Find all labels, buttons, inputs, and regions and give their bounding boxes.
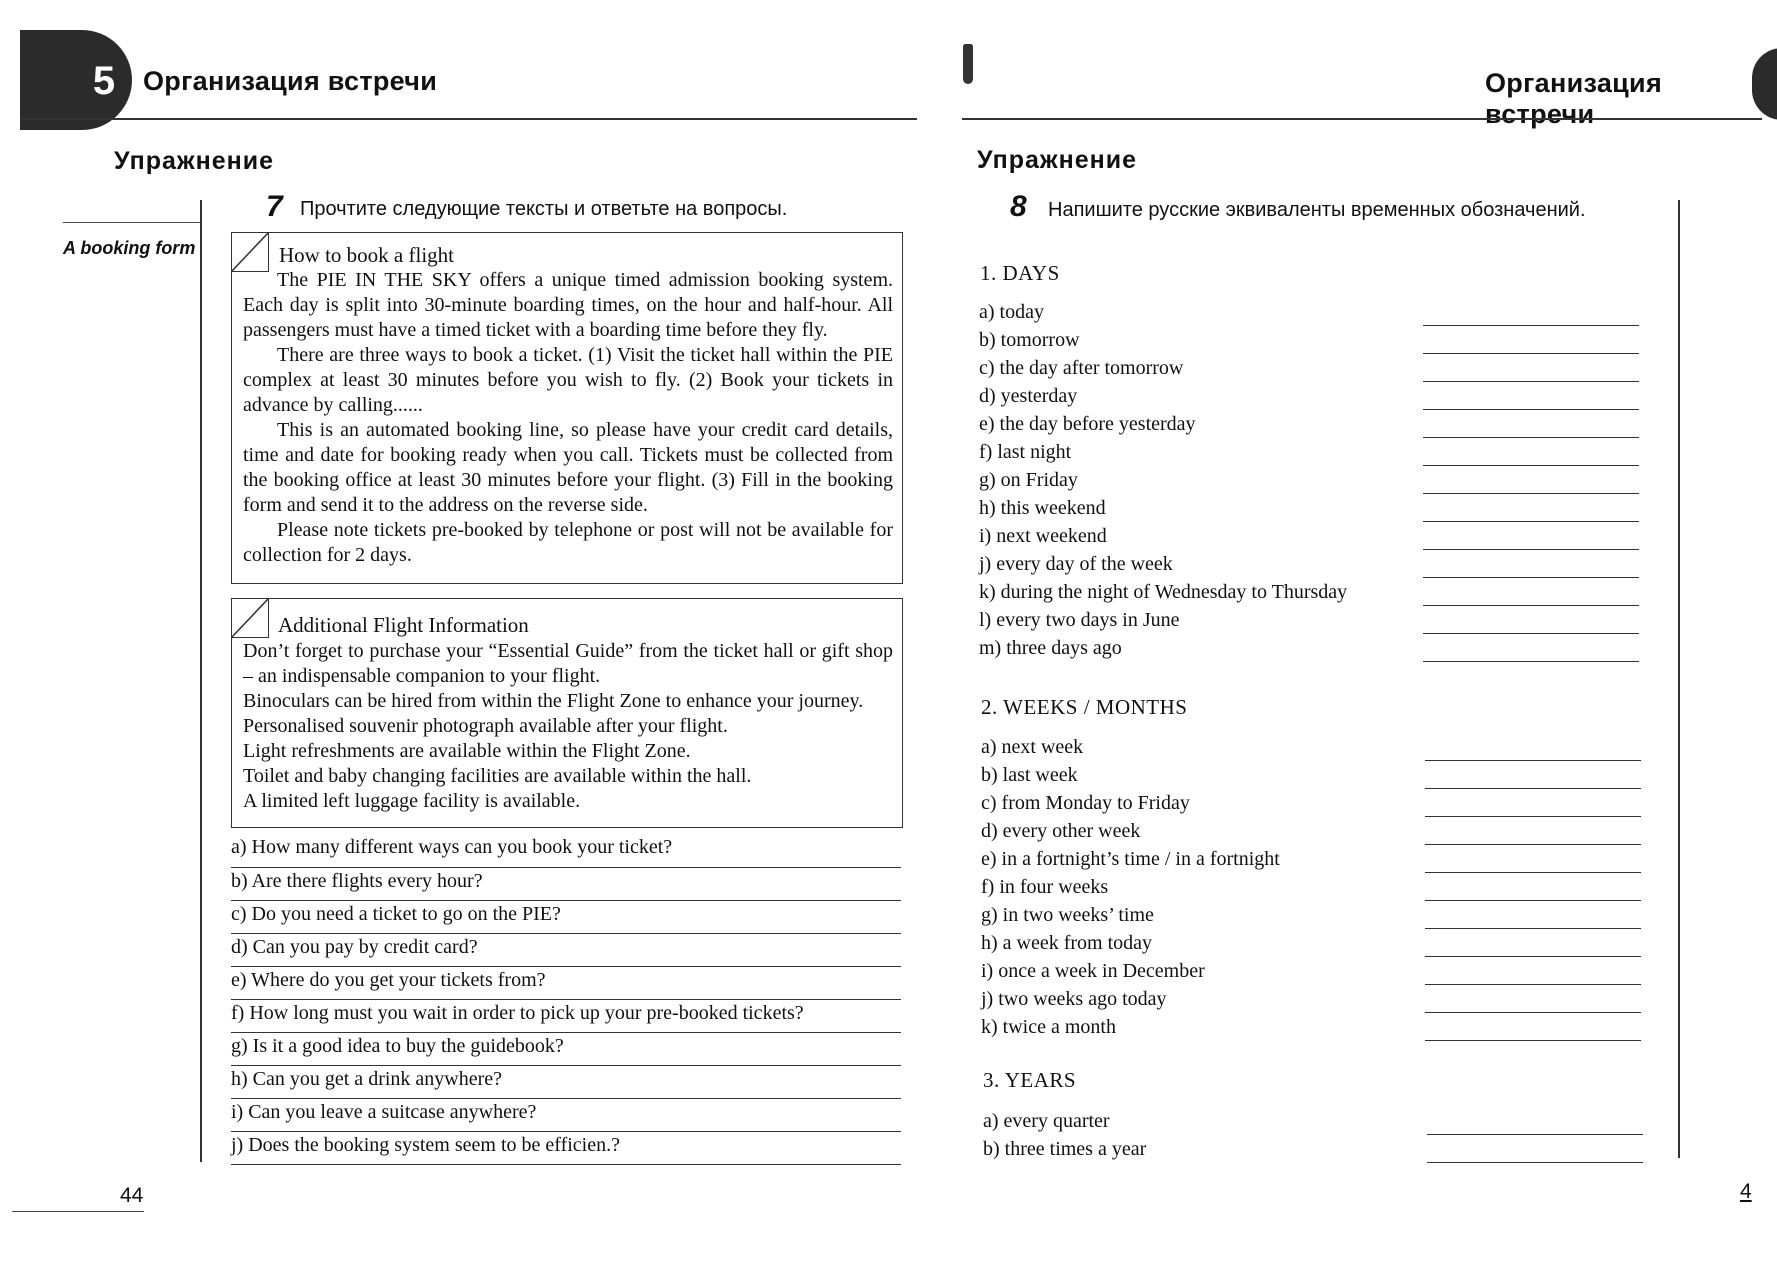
answer-line[interactable] bbox=[1423, 353, 1639, 354]
question-item[interactable] bbox=[231, 966, 901, 999]
answer-line[interactable] bbox=[1425, 760, 1641, 761]
term-row bbox=[979, 301, 1643, 329]
question-text: e) Where do you get your tickets from? bbox=[231, 969, 546, 991]
term-row bbox=[979, 441, 1643, 469]
question-text: h) Can you get a drink anywhere? bbox=[231, 1068, 503, 1090]
info-line: Don’t forget to purchase your “Essential Guide” from the ticket hall or gift shop – an indispensable companion to your flight. bbox=[243, 640, 893, 687]
sidebar-label: A booking form bbox=[63, 238, 196, 258]
exercise-number: 7 bbox=[266, 190, 283, 223]
answer-line[interactable] bbox=[1427, 1134, 1643, 1135]
answer-line[interactable] bbox=[1425, 1012, 1641, 1013]
term-row bbox=[979, 469, 1643, 497]
page-number: 4 bbox=[1740, 1180, 1752, 1203]
additional-info-box bbox=[231, 598, 903, 828]
footer-rule bbox=[12, 1211, 144, 1212]
section-heading: Упражнение bbox=[114, 147, 274, 175]
category-heading: 2. WEEKS / MONTHS bbox=[981, 695, 1188, 719]
question-list bbox=[231, 834, 901, 1166]
term-text: b) last week bbox=[981, 764, 1078, 786]
term-row bbox=[981, 764, 1645, 792]
info-line: A limited left luggage facility is available. bbox=[243, 790, 581, 812]
term-text: f) in four weeks bbox=[981, 876, 1109, 898]
term-text: c) from Monday to Friday bbox=[981, 792, 1190, 814]
question-item[interactable] bbox=[231, 1098, 901, 1131]
question-text: j) Does the booking system seem to be efficien.? bbox=[231, 1134, 620, 1156]
paragraph: There are three ways to book a ticket. (1) Visit the ticket hall within the PIE complex at least 30 minutes before you wish to fly. (2) Book your tickets in advance by calling...... bbox=[243, 344, 893, 416]
answer-line[interactable] bbox=[1423, 409, 1639, 410]
question-item[interactable] bbox=[231, 900, 901, 933]
answer-line[interactable] bbox=[1423, 465, 1639, 466]
question-text: g) Is it a good idea to buy the guidebook? bbox=[231, 1035, 564, 1057]
term-row bbox=[979, 329, 1643, 357]
question-text: f) How long must you wait in order to pick up your pre-booked tickets? bbox=[231, 1002, 804, 1024]
question-item[interactable] bbox=[231, 999, 901, 1032]
header-rule bbox=[20, 118, 917, 120]
term-text: j) every day of the week bbox=[979, 553, 1173, 575]
term-row bbox=[979, 497, 1643, 525]
term-text: k) during the night of Wednesday to Thursday bbox=[979, 581, 1348, 603]
term-row bbox=[981, 736, 1645, 764]
term-row bbox=[983, 1138, 1647, 1166]
binding-mark bbox=[963, 44, 973, 84]
answer-line[interactable] bbox=[1427, 1162, 1643, 1163]
term-row bbox=[981, 960, 1645, 988]
term-row bbox=[979, 609, 1643, 637]
answer-line[interactable] bbox=[1423, 521, 1639, 522]
question-text: i) Can you leave a suitcase anywhere? bbox=[231, 1101, 537, 1123]
term-text: h) a week from today bbox=[981, 932, 1153, 954]
answer-line[interactable] bbox=[1423, 633, 1639, 634]
term-text: a) next week bbox=[981, 736, 1084, 758]
term-row bbox=[981, 792, 1645, 820]
box-body bbox=[243, 639, 893, 814]
section-heading: Упражнение bbox=[977, 146, 1137, 174]
answer-line[interactable] bbox=[231, 1164, 901, 1166]
term-row bbox=[981, 932, 1645, 960]
question-item[interactable] bbox=[231, 1065, 901, 1098]
term-text: e) the day before yesterday bbox=[979, 413, 1196, 435]
term-row bbox=[981, 1016, 1645, 1044]
term-text: d) yesterday bbox=[979, 385, 1078, 407]
term-text: a) every quarter bbox=[983, 1110, 1110, 1132]
term-text: a) today bbox=[979, 301, 1044, 323]
answer-line[interactable] bbox=[1423, 437, 1639, 438]
answer-line[interactable] bbox=[1425, 928, 1641, 929]
chapter-number: 5 bbox=[92, 59, 116, 103]
info-line: Personalised souvenir photograph available after your flight. bbox=[243, 715, 728, 737]
answer-line[interactable] bbox=[1423, 493, 1639, 494]
term-text: l) every two days in June bbox=[979, 609, 1180, 631]
box-corner-mark bbox=[232, 233, 269, 272]
term-row bbox=[979, 637, 1643, 665]
term-text: h) this weekend bbox=[979, 497, 1106, 519]
box-body bbox=[243, 268, 893, 568]
question-item[interactable] bbox=[231, 1131, 901, 1164]
term-row bbox=[979, 357, 1643, 385]
answer-line[interactable] bbox=[1425, 1040, 1641, 1041]
header-rule bbox=[962, 118, 1762, 120]
term-row bbox=[979, 385, 1643, 413]
question-item[interactable] bbox=[231, 1032, 901, 1065]
right-margin-rule bbox=[1678, 200, 1680, 1158]
exercise-instruction: Напишите русские эквиваленты временных обозначений. bbox=[1048, 199, 1586, 221]
term-text: g) in two weeks’ time bbox=[981, 904, 1154, 926]
term-text: c) the day after tomorrow bbox=[979, 357, 1184, 379]
chapter-title: Организация встречи bbox=[143, 66, 438, 96]
category-heading: 3. YEARS bbox=[983, 1068, 1077, 1092]
answer-line[interactable] bbox=[1425, 788, 1641, 789]
term-text: i) next weekend bbox=[979, 525, 1107, 547]
booking-info-box bbox=[231, 232, 903, 584]
info-line: Toilet and baby changing facilities are available within the hall. bbox=[243, 765, 752, 787]
term-row bbox=[979, 553, 1643, 581]
term-text: b) tomorrow bbox=[979, 329, 1080, 351]
chapter-title: Организация встречи bbox=[1485, 68, 1662, 129]
years-list bbox=[983, 1110, 1647, 1166]
term-row bbox=[981, 988, 1645, 1016]
info-line: Light refreshments are available within the Flight Zone. bbox=[243, 740, 691, 762]
exercise-number: 8 bbox=[1010, 190, 1027, 223]
answer-line[interactable] bbox=[1423, 325, 1639, 326]
term-text: d) every other week bbox=[981, 820, 1141, 842]
term-row bbox=[981, 820, 1645, 848]
box-corner-mark bbox=[232, 599, 269, 638]
answer-line[interactable] bbox=[1423, 661, 1639, 662]
term-text: i) once a week in December bbox=[981, 960, 1205, 982]
question-text: a) How many different ways can you book your ticket? bbox=[231, 836, 673, 858]
term-text: k) twice a month bbox=[981, 1016, 1116, 1038]
question-item bbox=[231, 834, 901, 867]
answer-line[interactable] bbox=[1425, 984, 1641, 985]
answer-line[interactable] bbox=[1423, 549, 1639, 550]
term-row bbox=[981, 876, 1645, 904]
answer-line[interactable] bbox=[1425, 872, 1641, 873]
term-text: b) three times a year bbox=[983, 1138, 1147, 1160]
answer-line[interactable] bbox=[1425, 844, 1641, 845]
answer-line[interactable] bbox=[1425, 816, 1641, 817]
answer-line[interactable] bbox=[1423, 381, 1639, 382]
question-item[interactable] bbox=[231, 867, 901, 900]
question-text: c) Do you need a ticket to go on the PIE? bbox=[231, 903, 561, 925]
term-text: f) last night bbox=[979, 441, 1072, 463]
term-text: e) in a fortnight’s time / in a fortnight bbox=[981, 848, 1280, 870]
paragraph: This is an automated booking line, so please have your credit card details, time and date for booking ready when you call. Tickets must be collected from the booking office at least 30 minutes before your flight. (3) Fill in the booking form and send it to the address on the reverse side. bbox=[243, 419, 893, 516]
sidebar-divider bbox=[200, 200, 202, 1162]
weeks-list bbox=[981, 736, 1645, 1044]
box-title: Additional Flight Information bbox=[278, 613, 529, 637]
term-row bbox=[981, 848, 1645, 876]
question-text: d) Can you pay by credit card? bbox=[231, 936, 478, 958]
term-row bbox=[981, 904, 1645, 932]
term-text: g) on Friday bbox=[979, 469, 1078, 491]
answer-line[interactable] bbox=[1425, 900, 1641, 901]
answer-line[interactable] bbox=[1423, 605, 1639, 606]
term-row bbox=[983, 1110, 1647, 1138]
info-line: Binoculars can be hired from within the Flight Zone to enhance your journey. bbox=[243, 690, 864, 712]
question-text: b) Are there flights every hour? bbox=[231, 870, 483, 892]
page-number: 44 bbox=[120, 1184, 144, 1207]
term-row bbox=[979, 413, 1643, 441]
sidebar-rule bbox=[63, 222, 201, 223]
paragraph: Please note tickets pre-booked by telephone or post will not be available for collection for 2 days. bbox=[243, 519, 893, 566]
answer-line[interactable] bbox=[1425, 956, 1641, 957]
term-text: m) three days ago bbox=[979, 637, 1122, 659]
category-heading: 1. DAYS bbox=[980, 261, 1060, 285]
term-text: j) two weeks ago today bbox=[981, 988, 1167, 1010]
term-row bbox=[979, 525, 1643, 553]
term-row bbox=[979, 581, 1643, 609]
answer-line[interactable] bbox=[1423, 577, 1639, 578]
paragraph: The PIE IN THE SKY offers a unique timed admission booking system. Each day is split into 30-minute boarding times, on the hour and half-hour. All passengers must have a timed ticket with a boarding time before they fly. bbox=[243, 269, 893, 341]
box-title: How to book a flight bbox=[279, 243, 454, 267]
exercise-instruction: Прочтите следующие тексты и ответьте на вопросы. bbox=[300, 198, 788, 220]
question-item[interactable] bbox=[231, 933, 901, 966]
days-list bbox=[979, 301, 1643, 665]
